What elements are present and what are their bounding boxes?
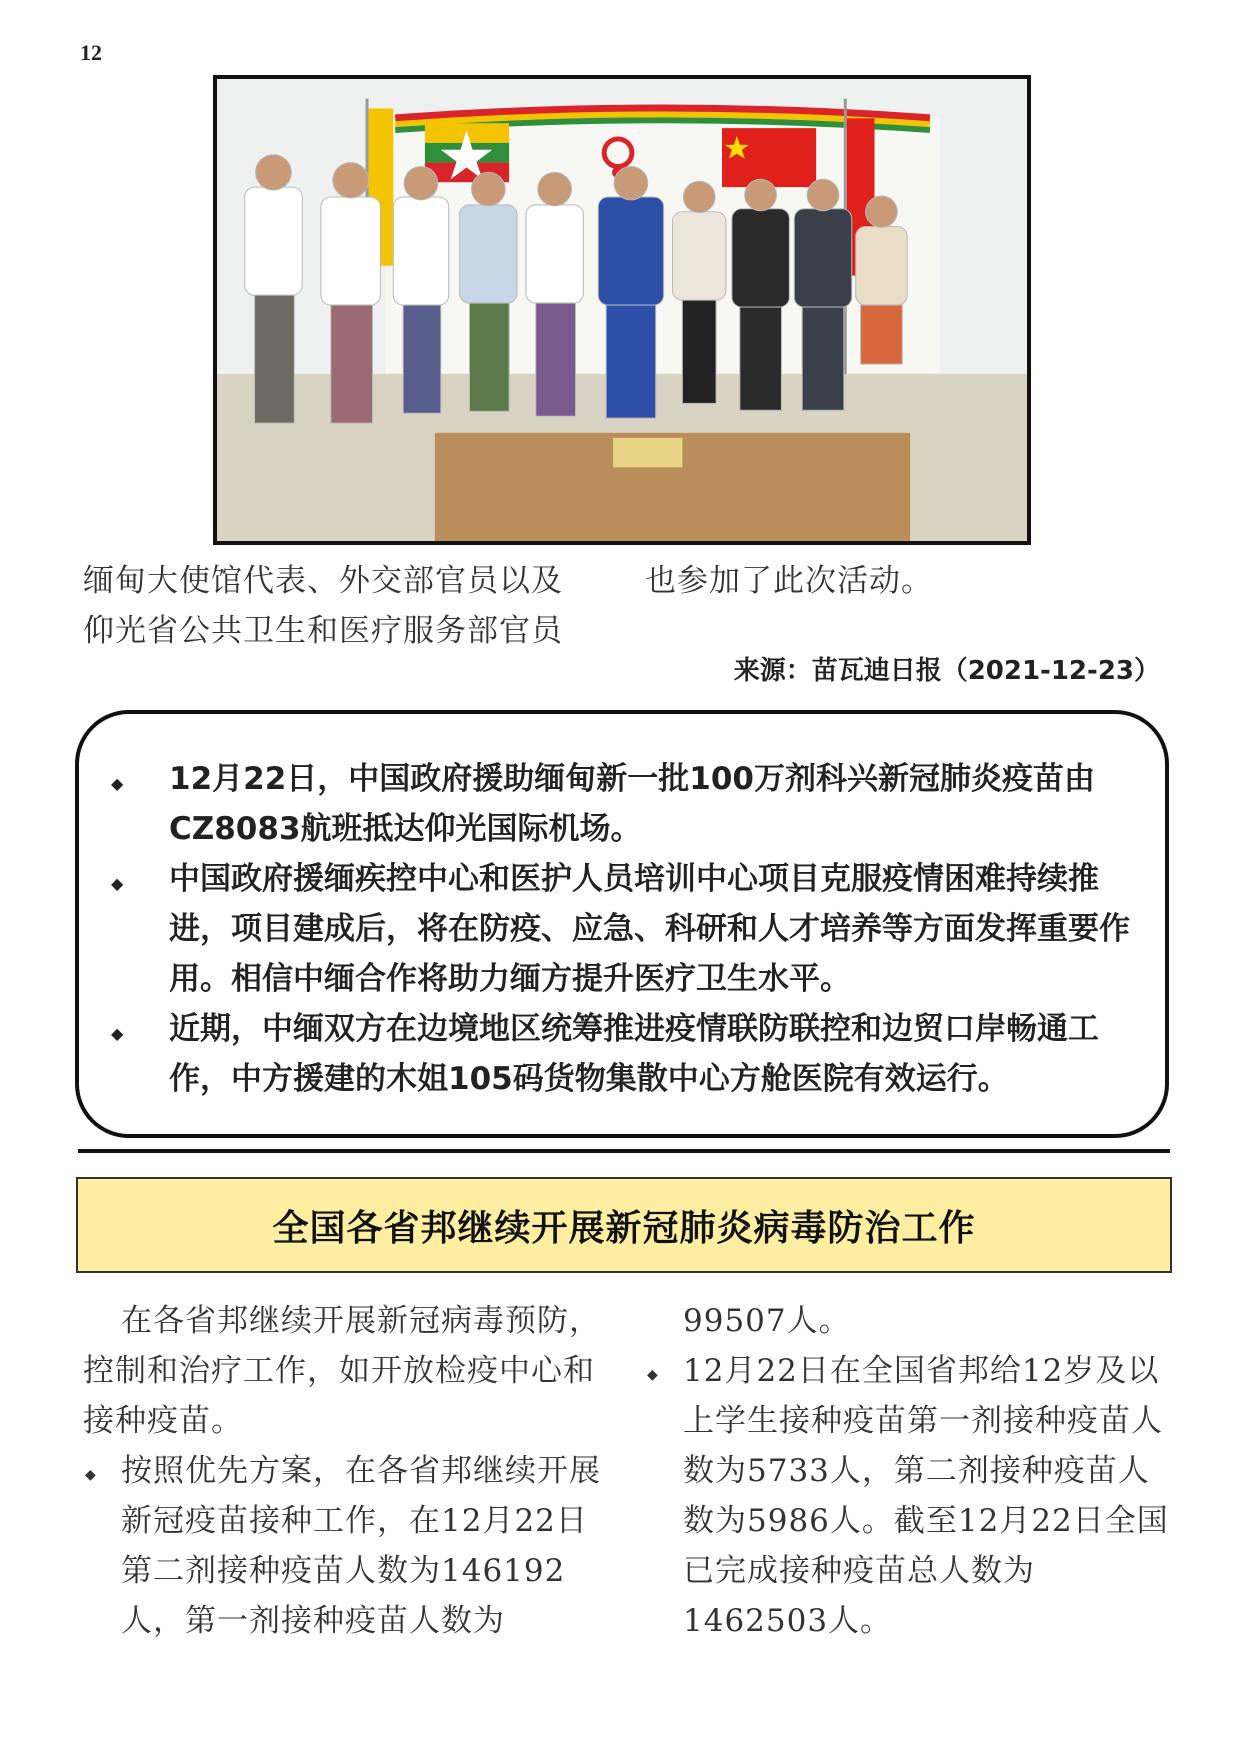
section-title: 全国各省邦继续开展新冠肺炎病毒防治工作 xyxy=(272,1207,976,1249)
caption-line: 也参加了此次活动。 xyxy=(645,563,933,599)
diamond-bullet-icon: ◆ xyxy=(111,1024,124,1043)
source-line: 来源：苗瓦迪日报（2021-12-23） xyxy=(733,656,1160,686)
ceremony-photo-drawing xyxy=(217,79,1027,541)
news-item-text: 中国政府援缅疾控中心和医护人员培训中心项目克服疫情困难持续推进，项目建成后，将在防疫、应急、科研和人才培养等方面发挥重要作用。相信中缅合作将助力缅方提升医疗卫生水平。 xyxy=(169,861,1130,997)
myanmar-flag-icon xyxy=(425,123,509,182)
news-item xyxy=(109,1004,1135,1104)
news-item xyxy=(109,854,1135,1004)
china-flag-icon xyxy=(722,128,816,187)
caption-line: 缅甸大使馆代表、外交部官员以及 xyxy=(83,563,563,599)
bullet-paragraph xyxy=(645,1346,1170,1646)
news-item-text: 12月22日，中国政府援助缅甸新一批100万剂科兴新冠肺炎疫苗由CZ8083航班抵达仰光国际机场。 xyxy=(169,761,1095,847)
bullet-paragraph xyxy=(83,1446,608,1646)
body-column-left xyxy=(83,1296,608,1646)
diamond-bullet-icon: ◆ xyxy=(647,1367,659,1383)
news-item-text: 近期，中缅双方在边境地区统筹推进疫情联防联控和边贸口岸畅通工作，中方援建的木姐105码货物集散中心方舱医院有效运行。 xyxy=(169,1011,1099,1097)
section-title-box xyxy=(76,1177,1172,1273)
news-highlight-box xyxy=(75,710,1169,1138)
caption-right xyxy=(645,556,1165,606)
diamond-bullet-icon: ◆ xyxy=(111,874,124,893)
caption-line: 仰光省公共卫生和医疗服务部官员 xyxy=(83,613,563,649)
section-divider xyxy=(78,1149,1170,1153)
bullet-paragraph-text: 按照优先方案，在各省邦继续开展新冠疫苗接种工作，在12月22日第二剂接种疫苗人数为146192人，第一剂接种疫苗人数为 xyxy=(121,1453,601,1639)
diamond-bullet-icon: ◆ xyxy=(111,774,124,793)
ceremony-photo xyxy=(213,75,1031,545)
caption-left xyxy=(83,556,613,656)
page-number: 12 xyxy=(80,40,102,65)
news-list xyxy=(109,754,1135,1104)
news-item xyxy=(109,754,1135,854)
body-column-right xyxy=(645,1296,1170,1646)
continuation-paragraph: 99507人。 xyxy=(683,1303,851,1339)
diamond-bullet-icon: ◆ xyxy=(85,1467,97,1483)
bullet-paragraph-text: 12月22日在全国省邦给12岁及以上学生接种疫苗第一剂接种疫苗人数为5733人，第二剂接种疫苗人数为5986人。截至12月22日全国已完成接种疫苗总人数为1462503人。 xyxy=(683,1353,1169,1639)
intro-paragraph: 在各省邦继续开展新冠病毒预防，控制和治疗工作，如开放检疫中心和接种疫苗。 xyxy=(83,1303,601,1439)
